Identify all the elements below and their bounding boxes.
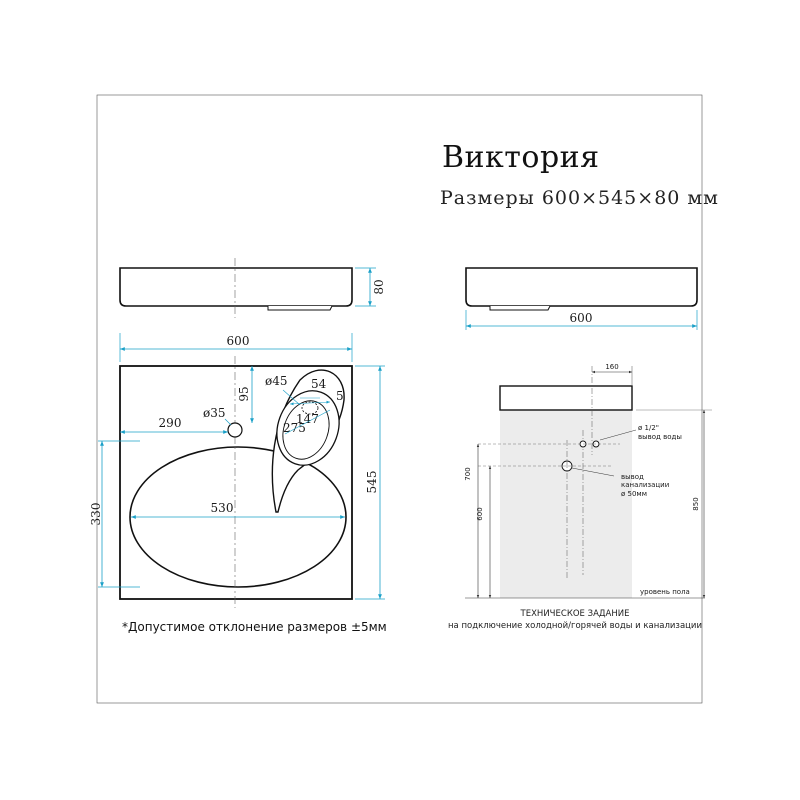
spec-title: ТЕХНИЧЕСКОЕ ЗАДАНИЕ: [520, 609, 630, 619]
drain-outlet-label-2: канализации: [621, 481, 670, 489]
side-height-label: 80: [372, 279, 386, 295]
dim-600-label: 600: [476, 507, 484, 521]
bowl-depth-label: 330: [89, 502, 103, 526]
overall-depth-label: 545: [365, 470, 379, 494]
installation-scheme: [464, 363, 712, 598]
spec-subtitle: на подключение холодной/горячей воды и канализации: [448, 621, 702, 631]
floor-level-label: уровень пола: [640, 588, 690, 596]
top-view: [89, 333, 385, 608]
drain-size-label: ø 50мм: [621, 490, 647, 498]
side-view: [120, 258, 386, 318]
offset-290-label: 290: [158, 416, 182, 430]
bowl-width-label: 530: [210, 501, 234, 515]
water-outlet-label: вывод воды: [638, 433, 682, 441]
product-dimensions: Размеры 600×545×80 мм: [440, 187, 719, 209]
dim-700-label: 700: [464, 467, 472, 481]
tap-hole-label: ø35: [203, 406, 226, 420]
front-view: [466, 268, 697, 330]
dim-147-label: 147: [296, 412, 319, 426]
dim-5-label: 5: [336, 389, 344, 403]
dim-275-label: 275: [283, 421, 306, 435]
top-width-label: 600: [226, 334, 250, 348]
dim-850-label: 850: [692, 497, 700, 511]
offset-95-label: 95: [237, 386, 251, 402]
dim-160-label: 160: [605, 363, 619, 371]
water-size-label: ø 1/2": [638, 424, 659, 432]
product-title: Виктория: [442, 140, 600, 175]
tolerance-note: *Допустимое отклонение размеров ±5мм: [122, 620, 387, 634]
front-width-label: 600: [569, 311, 593, 325]
dim-54-label: 54: [311, 377, 327, 391]
drain-outlet-label-1: вывод: [621, 473, 644, 481]
drain-hole-label: ø45: [265, 374, 288, 388]
